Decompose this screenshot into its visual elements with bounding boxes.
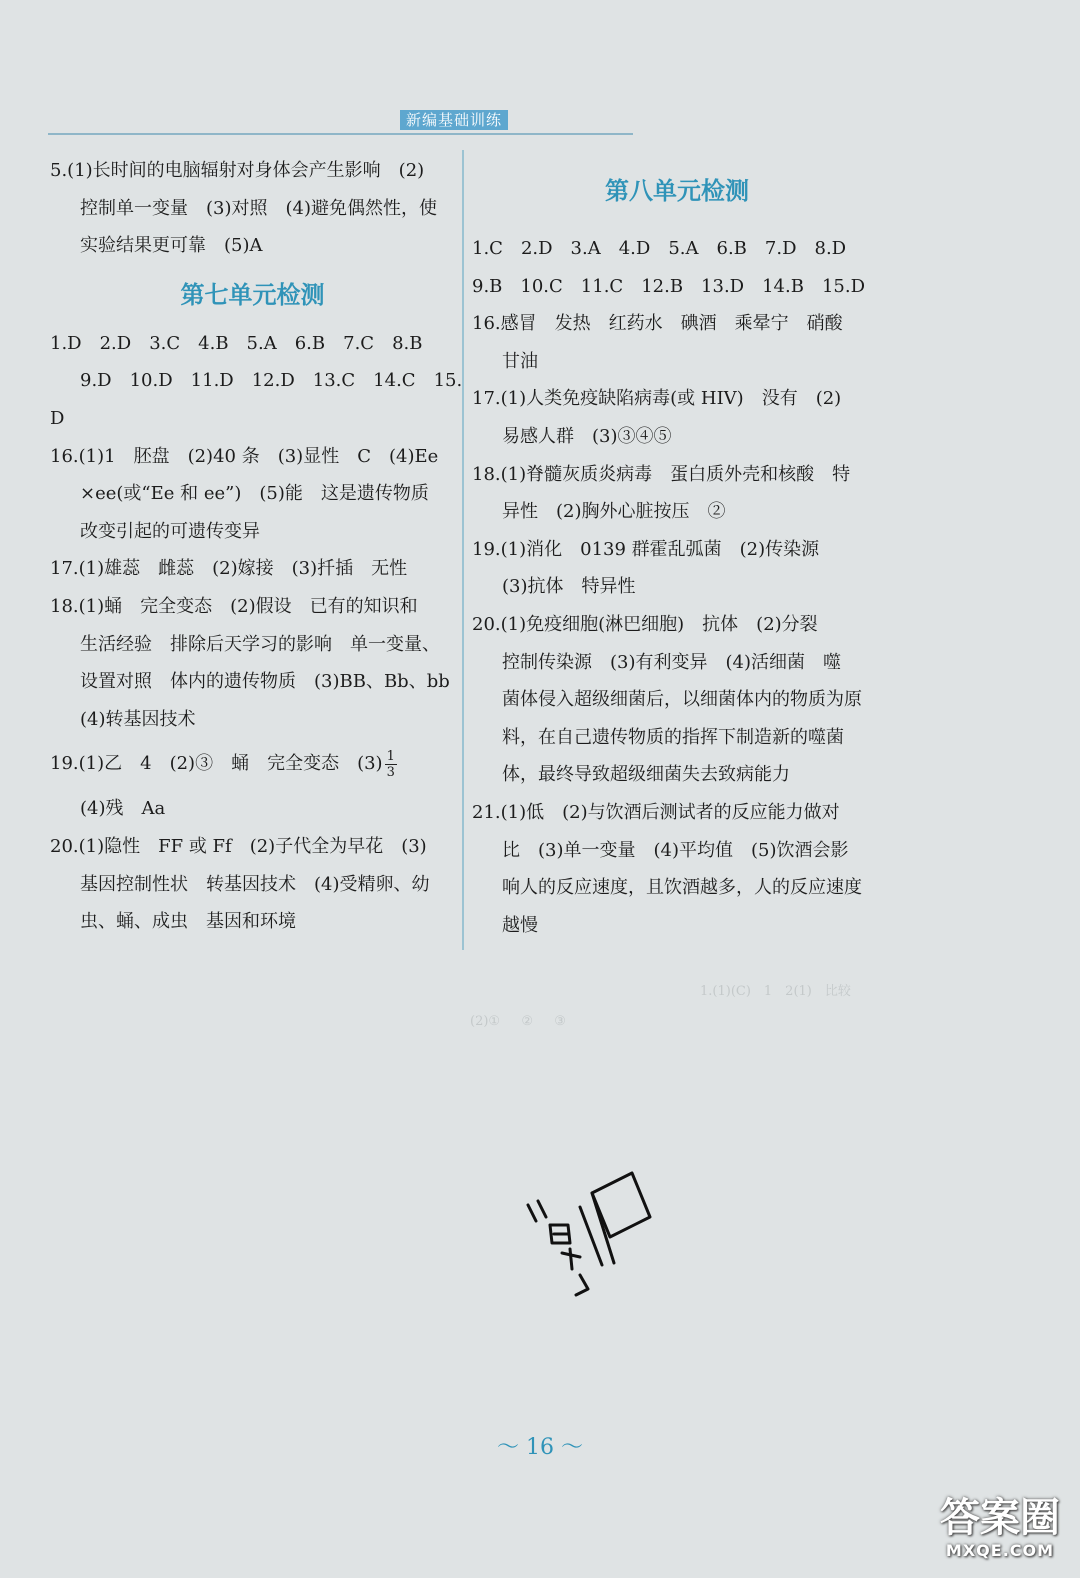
answer-line: 菌体侵入超级细菌后，以细菌体内的物质为原 [502,689,862,711]
column-divider [462,150,464,950]
answer-line: ×ee(或“Ee 和 ee”) (5)能 这是遗传物质 [80,483,429,505]
running-header: 新编基础训练 [400,110,508,130]
section-title-unit-8: 第八单元检测 [605,177,749,205]
watermark-logo-text: 答案圈 [940,1495,1060,1541]
left-column [50,152,463,941]
answer-line: 1.D 2.D 3.C 4.B 5.A 6.B 7.C 8.B [50,332,423,354]
bleed-through-text: 1.(1)(C) 1 2(1) 比较 [700,984,851,999]
fraction-numerator: 1 [386,748,395,764]
answer-line: 1.C 2.D 3.A 4.D 5.A 6.B 7.D 8.D [472,238,847,259]
answer-text: 19.(1)乙 4 (2)③ 蛹 完全变态 (3) [50,753,383,775]
answer-line: 甘油 [502,350,538,372]
answer-line: 生活经验 排除后天学习的影响 单一变量、 [80,633,440,655]
answer-line: (3)抗体 特异性 [502,576,636,598]
answer-line: (4)残 Aa [80,798,166,820]
answer-line: 虫、蛹、成虫 基因和环境 [80,911,296,933]
answer-line: D [50,407,65,429]
page-number: ～ 16 ～ [497,1435,583,1460]
answer-line-with-fraction [50,738,455,790]
handwritten-scribble-icon [510,1165,660,1305]
answer-line: 18.(1)蛹 完全变态 (2)假设 已有的知识和 [50,595,418,617]
answer-line: 控制传染源 (3)有利变异 (4)活细菌 噬 [502,651,841,673]
bleed-through-text [60,1050,73,1069]
header-rule [48,133,633,135]
answer-line: 越慢 [502,914,538,936]
answer-line: 17.(1)人类免疫缺陷病毒(或 HIV) 没有 (2) [472,388,842,410]
site-watermark [940,1495,1060,1560]
answer-line: 体，最终导致超级细菌失去致病能力 [502,764,790,786]
answer-line: 9.B 10.C 11.C 12.B 13.D 14.B 15.D [472,275,866,297]
answer-line: 改变引起的可遗传变异 [80,520,260,542]
answer-line: 18.(1)脊髓灰质炎病毒 蛋白质外壳和核酸 特 [472,463,851,485]
answer-line: 比 (3)单一变量 (4)平均值 (5)饮酒会影 [502,839,849,861]
answer-line: 16.感冒 发热 红药水 碘酒 乘晕宁 硝酸 [472,313,843,335]
fraction [385,749,397,780]
answer-line: 20.(1)免疫细胞(淋巴细胞) 抗体 (2)分裂 [472,613,818,635]
answer-line: 易感人群 (3)③④⑤ [502,425,672,447]
answer-line: (4)转基因技术 [80,708,196,730]
answer-line: 响人的反应速度，且饮酒越多，人的反应速度 [502,877,862,899]
bleed-through-text: (2)① ② ③ [470,1014,566,1029]
answer-line: 基因控制性状 转基因技术 (4)受精卵、幼 [80,873,430,895]
answer-line: 20.(1)隐性 FF 或 Ff (2)子代全为早花 (3) [50,835,427,857]
answer-line: 5.(1)长时间的电脑辐射对身体会产生影响 (2) [50,160,425,181]
answer-line: 16.(1)1 胚盘 (2)40 条 (3)显性 C (4)Ee [50,445,439,467]
right-column [472,152,882,944]
fraction-denominator: 3 [386,764,395,780]
answer-line: 异性 (2)胸外心脏按压 ② [502,501,726,523]
watermark-url: MXQE.COM [945,1541,1055,1560]
answer-line: 控制单一变量 (3)对照 (4)避免偶然性，使 [80,197,437,219]
answer-line: 设置对照 体内的遗传物质 (3)BB、Bb、bb [80,671,450,693]
answer-line: 料，在自己遗传物质的指挥下制造新的噬菌 [502,726,844,748]
answer-line: 21.(1)低 (2)与饮酒后测试者的反应能力做对 [472,801,840,823]
answer-line: 19.(1)消化 0139 群霍乱弧菌 (2)传染源 [472,538,820,560]
answer-line: 实验结果更可靠 (5)A [80,235,263,257]
section-title-unit-7: 第七单元检测 [180,280,325,309]
answer-line: 9.D 10.D 11.D 12.D 13.C 14.C 15. [80,370,463,392]
answer-line: 17.(1)雄蕊 雌蕊 (2)嫁接 (3)扦插 无性 [50,558,408,580]
